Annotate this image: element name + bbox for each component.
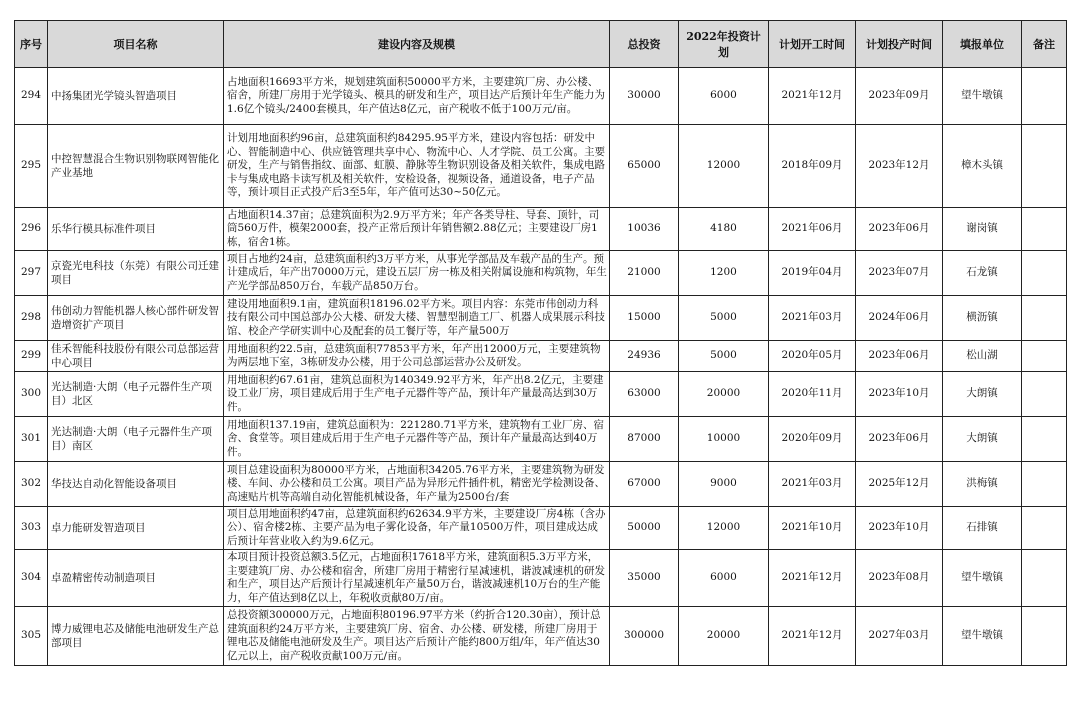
header-name: 项目名称 (48, 21, 224, 68)
table-row (15, 296, 1067, 341)
header-prod: 计划投产时间 (856, 21, 943, 68)
cell-note (1022, 607, 1067, 666)
cell-name: 京瓷光电科技（东莞）有限公司迁建项目 (48, 251, 224, 296)
header-row (15, 21, 1067, 68)
cell-content: 用地面积约22.5亩，总建筑面积77853平方米，年产出12000万元，主要建筑物为两层地下室，3栋研发办公楼，用于公司总部运营办公及研发。 (224, 341, 610, 372)
cell-seq: 305 (15, 607, 48, 666)
cell-note (1022, 507, 1067, 550)
header-start: 计划开工时间 (769, 21, 856, 68)
cell-plan2022: 12000 (679, 507, 769, 550)
cell-seq: 299 (15, 341, 48, 372)
cell-unit: 望牛墩镇 (943, 607, 1022, 666)
cell-start: 2021年03月 (769, 462, 856, 507)
cell-content: 项目总用地面积约47亩，总建筑面积约62634.9平方米，主要建设厂房4栋（含办公）、宿舍楼2栋、主要产品为电子雾化设备，年产量10500万件，项目建成达成后预计年营业收入约为9.6亿元。 (224, 507, 610, 550)
cell-plan2022: 4180 (679, 208, 769, 251)
cell-note (1022, 462, 1067, 507)
cell-start: 2021年03月 (769, 296, 856, 341)
cell-name: 光达制造·大朗（电子元器件生产项目）南区 (48, 417, 224, 462)
project-table (14, 20, 1067, 666)
cell-prod: 2023年09月 (856, 68, 943, 125)
cell-seq: 300 (15, 372, 48, 417)
cell-total: 21000 (610, 251, 679, 296)
project-table-wrapper (14, 20, 1066, 666)
cell-total: 63000 (610, 372, 679, 417)
cell-name: 光达制造·大朗（电子元器件生产项目）北区 (48, 372, 224, 417)
cell-total: 24936 (610, 341, 679, 372)
cell-note (1022, 372, 1067, 417)
cell-start: 2018年09月 (769, 125, 856, 208)
cell-prod: 2023年10月 (856, 507, 943, 550)
cell-name: 乐华行模具标准件项目 (48, 208, 224, 251)
cell-prod: 2023年06月 (856, 208, 943, 251)
header-total: 总投资 (610, 21, 679, 68)
cell-content: 计划用地面积约96亩，总建筑面积约84295.95平方米，建设内容包括：研发中心、智能制造中心、供应链管理共享中心、物流中心、人才学院、员工公寓。主要研发，生产与销售指纹、面部、虹膜、静脉等生物识别设备及相关软件，集成电路卡与集成电路卡读写机及相关软件，安检设备，视频设备，通道设备，电子产品等，预计项目正式投产后3至5年，年产值可达30~50亿元。 (224, 125, 610, 208)
cell-prod: 2023年12月 (856, 125, 943, 208)
cell-start: 2021年12月 (769, 607, 856, 666)
cell-total: 87000 (610, 417, 679, 462)
cell-start: 2020年11月 (769, 372, 856, 417)
cell-content: 总投资额300000万元，占地面积80196.97平方米（约折合120.30亩），预计总建筑面积约24万平方米，主要建筑厂房、宿舍、办公楼、研发楼，所建厂房用于锂电芯及储能电池研发及生产。项目达产后预计产能约800万组/年，年产值达30亿元以上，亩产税收贡献100万元/亩。 (224, 607, 610, 666)
cell-seq: 303 (15, 507, 48, 550)
header-note: 备注 (1022, 21, 1067, 68)
cell-content: 占地面积16693平方米，规划建筑面积50000平方米，主要建筑厂房、办公楼、宿舍，所建厂房用于光学镜头、模具的研发和生产，项目达产后预计年生产能力为1.6亿个镜头/2400套模具，年产值达8亿元，亩产税收不低于100万元/亩。 (224, 68, 610, 125)
cell-unit: 大朗镇 (943, 372, 1022, 417)
cell-plan2022: 6000 (679, 550, 769, 607)
cell-name: 伟创动力智能机器人核心部件研发智造增资扩产项目 (48, 296, 224, 341)
cell-plan2022: 5000 (679, 341, 769, 372)
cell-note (1022, 296, 1067, 341)
cell-total: 65000 (610, 125, 679, 208)
cell-note (1022, 417, 1067, 462)
cell-unit: 横沥镇 (943, 296, 1022, 341)
cell-seq: 296 (15, 208, 48, 251)
cell-seq: 302 (15, 462, 48, 507)
cell-prod: 2027年03月 (856, 607, 943, 666)
cell-unit: 望牛墩镇 (943, 68, 1022, 125)
table-row (15, 372, 1067, 417)
table-row (15, 607, 1067, 666)
cell-plan2022: 10000 (679, 417, 769, 462)
cell-name: 华技达自动化智能设备项目 (48, 462, 224, 507)
cell-content: 用地面积137.19亩，建筑总面积为：221280.71平方米，建筑物有工业厂房、宿舍、食堂等。项目建成后用于生产电子元器件等产品，预计年产量最高达到40万件。 (224, 417, 610, 462)
cell-content: 建设用地面积9.1亩，建筑面积18196.02平方米。项目内容：东莞市伟创动力科技有限公司中国总部办公大楼、研发大楼、智慧型制造工厂、机器人成果展示科技馆、校企产学研实训中心及配套的员工餐厅等，年产量500万 (224, 296, 610, 341)
cell-seq: 304 (15, 550, 48, 607)
cell-plan2022: 5000 (679, 296, 769, 341)
cell-unit: 望牛墩镇 (943, 550, 1022, 607)
cell-seq: 301 (15, 417, 48, 462)
cell-total: 15000 (610, 296, 679, 341)
cell-name: 博力威锂电芯及储能电池研发生产总部项目 (48, 607, 224, 666)
table-row (15, 125, 1067, 208)
table-row (15, 251, 1067, 296)
table-row (15, 550, 1067, 607)
cell-seq: 297 (15, 251, 48, 296)
cell-total: 67000 (610, 462, 679, 507)
cell-plan2022: 9000 (679, 462, 769, 507)
cell-name: 中扬集团光学镜头智造项目 (48, 68, 224, 125)
cell-name: 卓力能研发智造项目 (48, 507, 224, 550)
cell-start: 2020年05月 (769, 341, 856, 372)
cell-note (1022, 341, 1067, 372)
cell-unit: 石排镇 (943, 507, 1022, 550)
cell-start: 2019年04月 (769, 251, 856, 296)
cell-plan2022: 6000 (679, 68, 769, 125)
table-row (15, 462, 1067, 507)
cell-start: 2021年12月 (769, 550, 856, 607)
cell-plan2022: 1200 (679, 251, 769, 296)
cell-prod: 2023年08月 (856, 550, 943, 607)
cell-content: 占地面积14.37亩；总建筑面积为2.9万平方米；年产各类导柱、导套、顶针，司筒560万件，模架2000套，投产正常后预计年销售额2.88亿元；主要建设厂房1栋，宿舍1栋。 (224, 208, 610, 251)
cell-seq: 298 (15, 296, 48, 341)
cell-prod: 2024年06月 (856, 296, 943, 341)
cell-start: 2021年06月 (769, 208, 856, 251)
cell-plan2022: 12000 (679, 125, 769, 208)
cell-prod: 2025年12月 (856, 462, 943, 507)
header-seq: 序号 (15, 21, 48, 68)
cell-total: 35000 (610, 550, 679, 607)
cell-seq: 295 (15, 125, 48, 208)
cell-start: 2020年09月 (769, 417, 856, 462)
cell-unit: 樟木头镇 (943, 125, 1022, 208)
table-row (15, 341, 1067, 372)
cell-start: 2021年12月 (769, 68, 856, 125)
cell-unit: 石龙镇 (943, 251, 1022, 296)
cell-name: 佳禾智能科技股份有限公司总部运营中心项目 (48, 341, 224, 372)
header-content: 建设内容及规模 (224, 21, 610, 68)
cell-prod: 2023年07月 (856, 251, 943, 296)
cell-total: 300000 (610, 607, 679, 666)
header-unit: 填报单位 (943, 21, 1022, 68)
cell-note (1022, 125, 1067, 208)
cell-content: 本项目预计投资总额3.5亿元，占地面积17618平方米，建筑面积5.3万平方米，主要建筑厂房、办公楼和宿舍，所建厂房用于精密行星减速机，谐波减速机的研发和生产，项目达产后预计行星减速机年产量50万台，谐波减速机10万台的生产能力，年产值达到8亿以上，年税收贡献80万/亩。 (224, 550, 610, 607)
cell-unit: 大朗镇 (943, 417, 1022, 462)
cell-prod: 2023年10月 (856, 372, 943, 417)
cell-total: 10036 (610, 208, 679, 251)
cell-unit: 洪梅镇 (943, 462, 1022, 507)
cell-name: 中控智慧混合生物识别物联网智能化产业基地 (48, 125, 224, 208)
cell-note (1022, 251, 1067, 296)
cell-content: 项目总建设面积为80000平方米，占地面积34205.76平方米，主要建筑物为研发楼、车间、办公楼和员工公寓。项目产品为异形元件插件机，精密光学检测设备、高速贴片机等高端自动化智能机械设备，年产量为2500台/套 (224, 462, 610, 507)
table-row (15, 208, 1067, 251)
cell-content: 项目占地约24亩，总建筑面积约3万平方米，从事光学部品及车载产品的生产。预计建成后，年产出70000万元，建设五层厂房一栋及相关附属设施和构筑物，年生产光学部品850万台，车载产品850万台。 (224, 251, 610, 296)
cell-total: 30000 (610, 68, 679, 125)
cell-start: 2021年10月 (769, 507, 856, 550)
cell-note (1022, 208, 1067, 251)
cell-total: 50000 (610, 507, 679, 550)
cell-content: 用地面积约67.61亩，建筑总面积为140349.92平方米，年产出8.2亿元，主要建设工业厂房，项目建成后用于生产电子元器件等产品，预计年产量最高达到30万件。 (224, 372, 610, 417)
cell-note (1022, 550, 1067, 607)
cell-seq: 294 (15, 68, 48, 125)
cell-unit: 松山湖 (943, 341, 1022, 372)
cell-unit: 谢岗镇 (943, 208, 1022, 251)
table-row (15, 417, 1067, 462)
table-row (15, 507, 1067, 550)
cell-note (1022, 68, 1067, 125)
cell-plan2022: 20000 (679, 607, 769, 666)
table-row (15, 68, 1067, 125)
cell-plan2022: 20000 (679, 372, 769, 417)
cell-prod: 2023年06月 (856, 341, 943, 372)
header-plan2022: 2022年投资计划 (679, 21, 769, 68)
cell-name: 卓盈精密传动制造项目 (48, 550, 224, 607)
cell-prod: 2023年06月 (856, 417, 943, 462)
